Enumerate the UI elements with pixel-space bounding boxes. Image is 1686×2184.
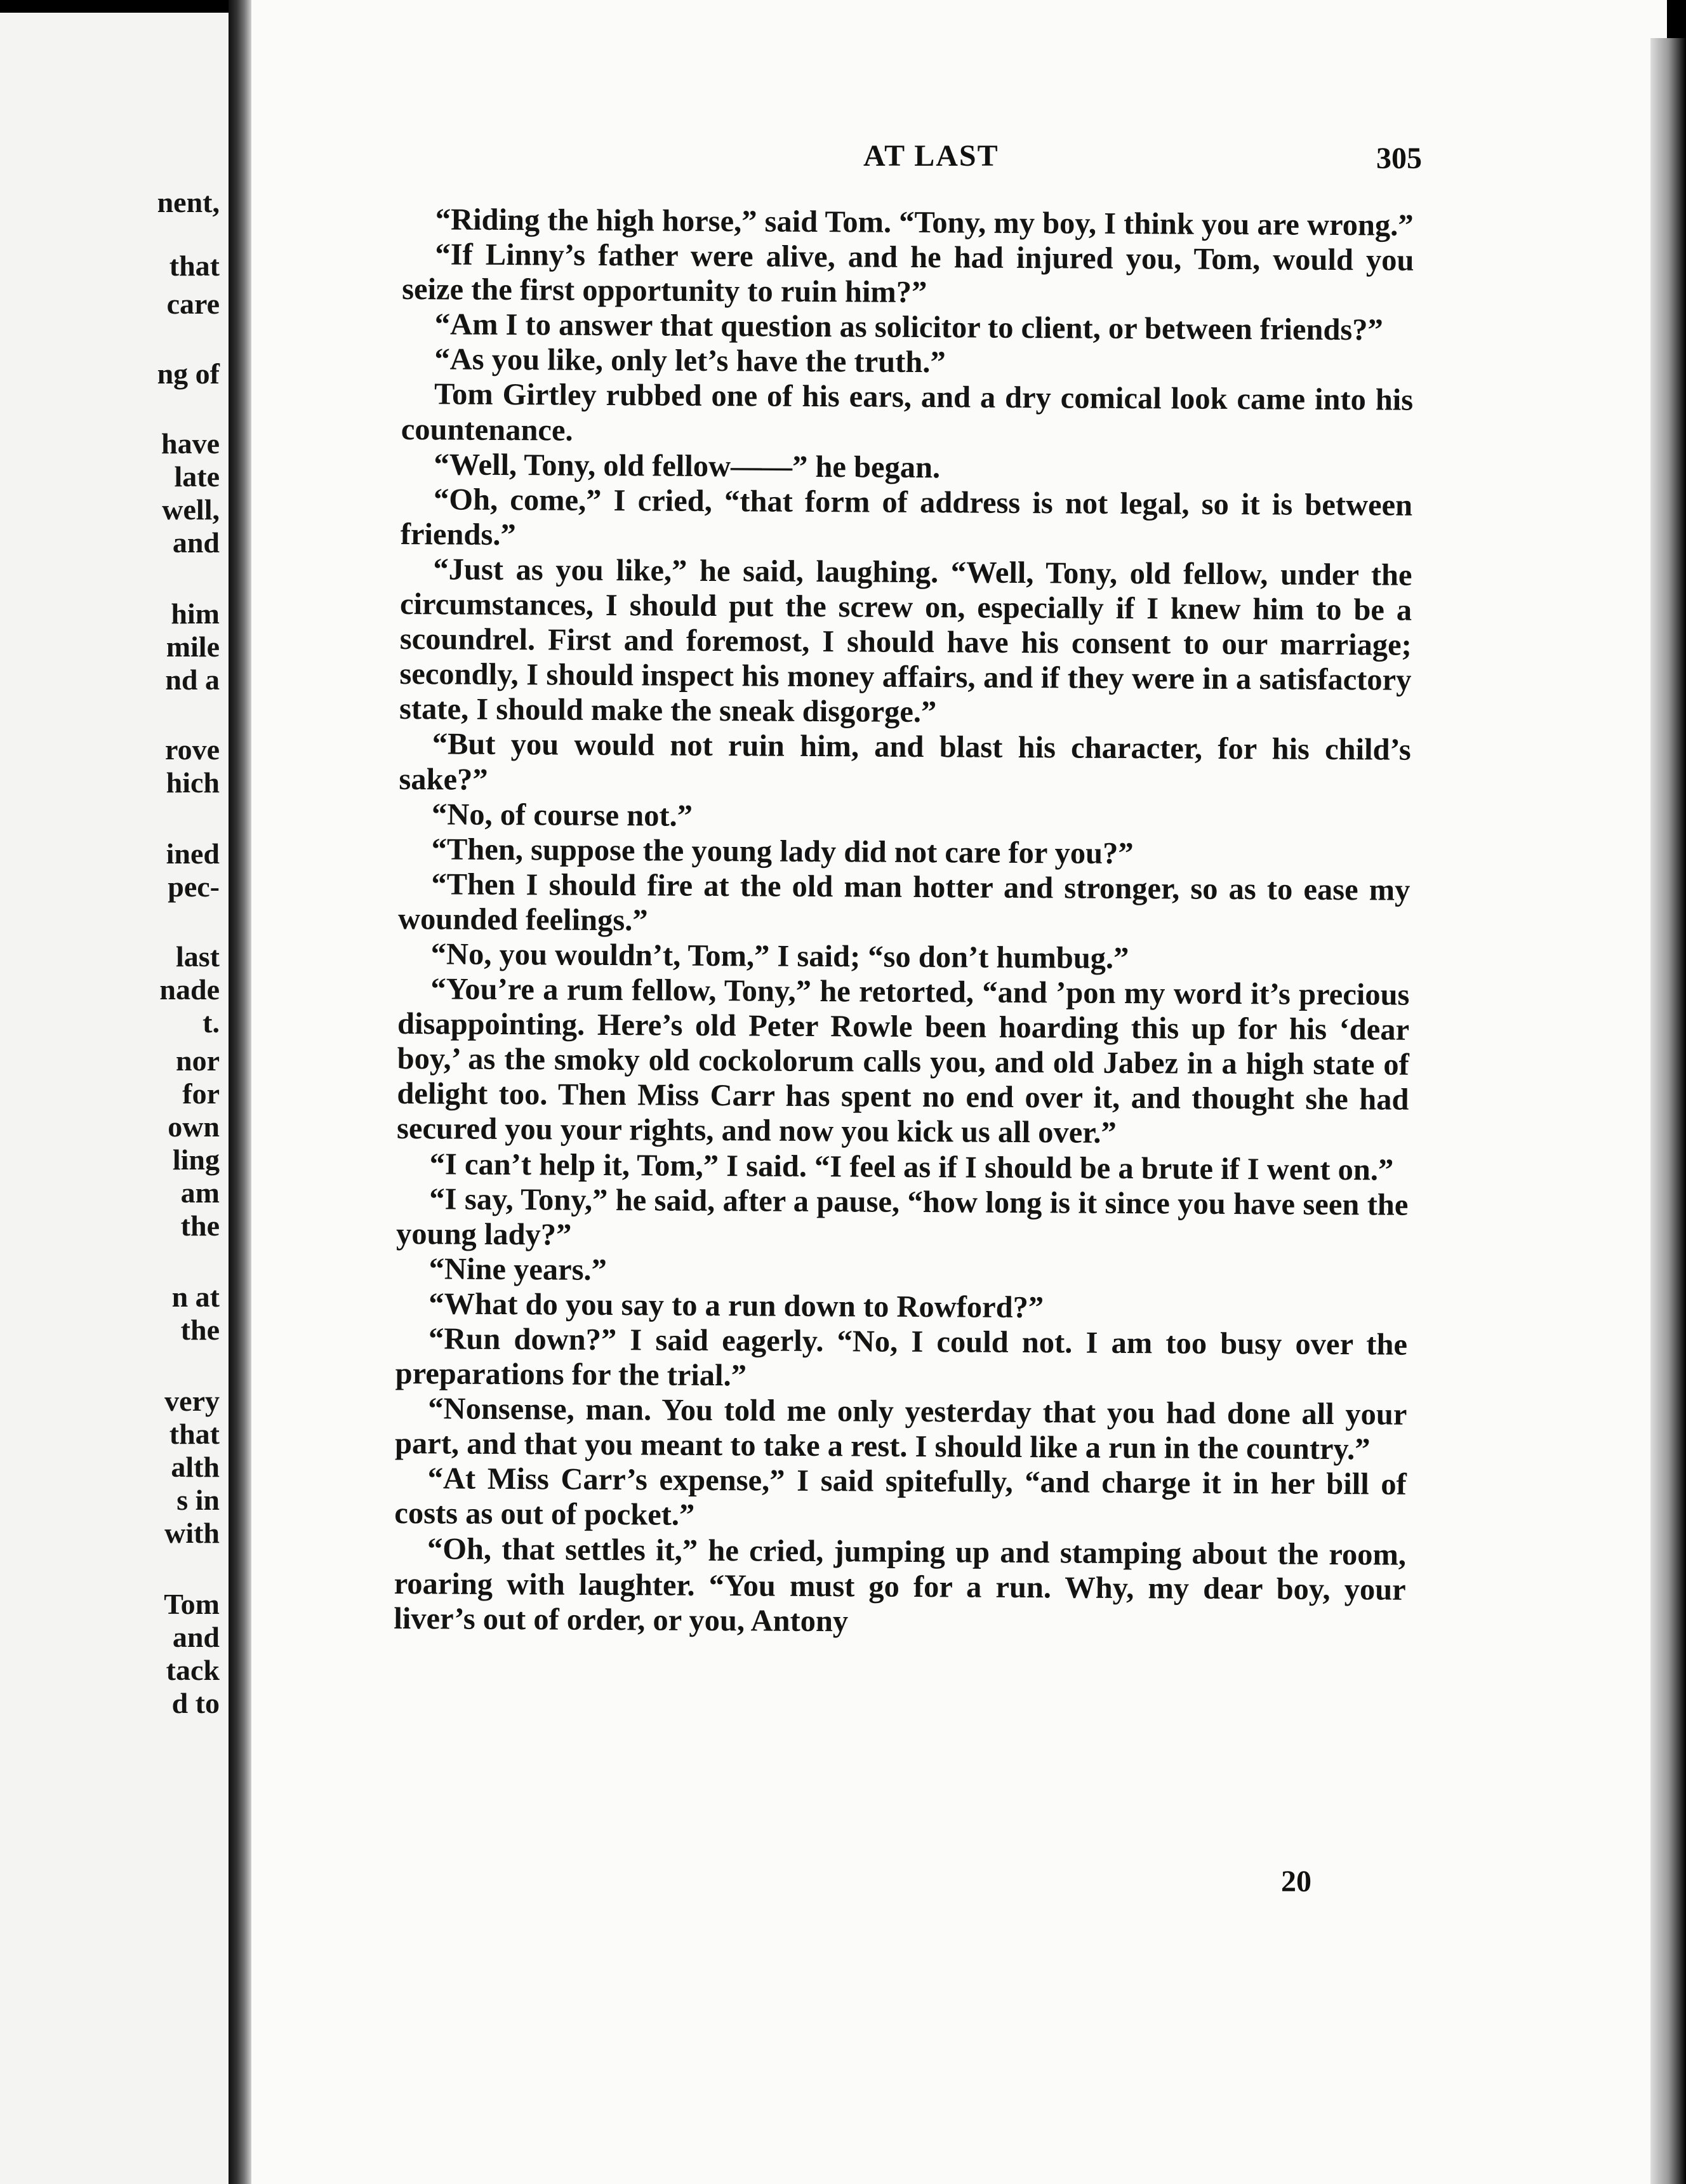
left-page-line-fragment: the [180, 1209, 220, 1242]
paragraph: “Run down?” I said eagerly. “No, I could not. I am too busy over the preparations for the trial.” [395, 1322, 1408, 1393]
left-page-line-fragment: with [164, 1517, 220, 1549]
paragraph: “Oh, come,” I cried, “that form of address is not legal, so it is between friends.” [400, 483, 1413, 552]
left-page-line-fragment: Tom [164, 1588, 220, 1620]
paragraph: “I say, Tony,” he said, after a pause, “how long is it since you have seen the young lady?” [395, 1182, 1409, 1252]
paragraph: “I can’t help it, Tom,” I said. “I feel as if I should be a brute if I went on.” [429, 1147, 1394, 1187]
page-number: 305 [1376, 142, 1422, 175]
left-page-line-fragment: very [164, 1385, 220, 1417]
paragraph: “At Miss Carr’s expense,” I said spitefully, “and charge it in her bill of costs as out of pocket.” [394, 1462, 1407, 1533]
paragraph: “As you like, only let’s have the truth.” [434, 342, 946, 380]
left-page-line-fragment: rove [164, 733, 220, 766]
left-page-line-fragment: am [180, 1176, 220, 1209]
left-page-line-fragment: for [182, 1077, 220, 1110]
left-page-line-fragment: ined [166, 837, 220, 870]
left-page-line-fragment: and [172, 526, 220, 559]
paragraph: “No, you wouldn’t, Tom,” I said; “so don’t humbug.” [430, 937, 1129, 975]
left-page-line-fragment: nor [176, 1044, 220, 1077]
left-page-line-fragment: hich [166, 766, 220, 799]
left-page-line-fragment: nade [159, 973, 220, 1006]
paragraph: “Riding the high horse,” said Tom. “Tony, my boy, I think you are wrong.” [435, 203, 1414, 243]
left-page-line-fragment: n at [171, 1281, 220, 1313]
left-page-line-fragment: late [174, 460, 220, 493]
book-page [251, 0, 1667, 2184]
running-head: AT LAST [863, 139, 999, 173]
left-page-line-fragment: ling [172, 1143, 220, 1176]
left-page-line-fragment: that [169, 250, 220, 282]
left-page-line-fragment: t. [202, 1006, 220, 1039]
previous-page-edge [0, 13, 229, 2184]
left-page-line-fragment: tack [166, 1654, 220, 1686]
left-page-line-fragment: pec- [168, 870, 220, 903]
paragraph: “Oh, that settles it,” he cried, jumping up and stamping about the room, roaring with laughter. “You must go for a run. Why, my dear boy, your liver’s out of order, or you, Antony [394, 1531, 1407, 1639]
paragraph: “Just as you like,” he said, laughing. “Well, Tony, old fellow, under the circumstances, I should put the screw on, especially if I knew him to be a scoundrel. First and foremost, I should have his consent to our marriage; secondly, I should inspect his money affairs, and if they were in a satisfactory state, I should make the sneak disgorge.” [399, 552, 1412, 729]
paragraph: “Nonsense, man. You told me only yesterday that you had done all your part, and that you meant to take a rest. I should like a run in the country.” [394, 1392, 1407, 1467]
body-text [394, 202, 1414, 1642]
paragraph: “Then, suppose the young lady did not care for you?” [431, 832, 1134, 870]
page-edge-shadow [1650, 38, 1686, 2184]
paragraph: “Well, Tony, old fellow——” he began. [434, 447, 941, 484]
left-page-line-fragment: care [166, 288, 220, 320]
left-page-line-fragment: ng of [157, 357, 220, 390]
paragraph: “You’re a rum fellow, Tony,” he retorted, “and ’pon my word it’s precious disappointing. Here’s old Peter Rowle been hoarding this up for his ‘dear boy,’ as the smoky old cockolorum calls you, and old Jabez in a high state of delight too. Then Miss Carr has spent no end over it, and thought she had secured you your rights, and now you kick us all over.” [396, 972, 1410, 1150]
paragraph: “Then I should fire at the old man hotter and stronger, so as to ease my wounded feelings.” [397, 867, 1411, 938]
paragraph: “Nine years.” [428, 1252, 607, 1287]
left-page-line-fragment: that [169, 1418, 220, 1450]
left-page-line-fragment: nent, [157, 186, 220, 218]
paragraph: “No, of course not.” [431, 797, 693, 833]
paragraph: “But you would not ruin him, and blast his character, for his child’s sake?” [399, 727, 1411, 797]
left-page-line-fragment: mile [166, 630, 220, 663]
left-page-line-fragment: alth [171, 1451, 220, 1483]
paragraph: “What do you say to a run down to Rowford?” [428, 1287, 1044, 1325]
left-page-line-fragment: well, [162, 493, 220, 526]
signature-mark: 20 [1281, 1865, 1311, 1898]
left-page-line-fragment: have [161, 427, 220, 460]
left-page-line-fragment: the [180, 1314, 220, 1346]
paragraph: Tom Girtley rubbed one of his ears, and a dry comical look came into his countenance. [401, 377, 1414, 448]
book-gutter [229, 0, 251, 2184]
left-page-line-fragment: s in [176, 1484, 220, 1516]
left-page-line-fragment: own [168, 1110, 220, 1143]
left-page-line-fragment: him [171, 597, 220, 630]
left-page-line-fragment: d to [171, 1687, 220, 1719]
paragraph: “If Linny’s father were alive, and he had injured you, Tom, would you seize the first opportunity to ruin him?” [401, 237, 1414, 310]
left-page-line-fragment: last [176, 940, 220, 973]
paragraph: “Am I to answer that question as solicitor to client, or between friends?” [434, 307, 1383, 347]
left-page-line-fragment: and [172, 1621, 220, 1653]
left-page-line-fragment: nd a [165, 663, 220, 696]
